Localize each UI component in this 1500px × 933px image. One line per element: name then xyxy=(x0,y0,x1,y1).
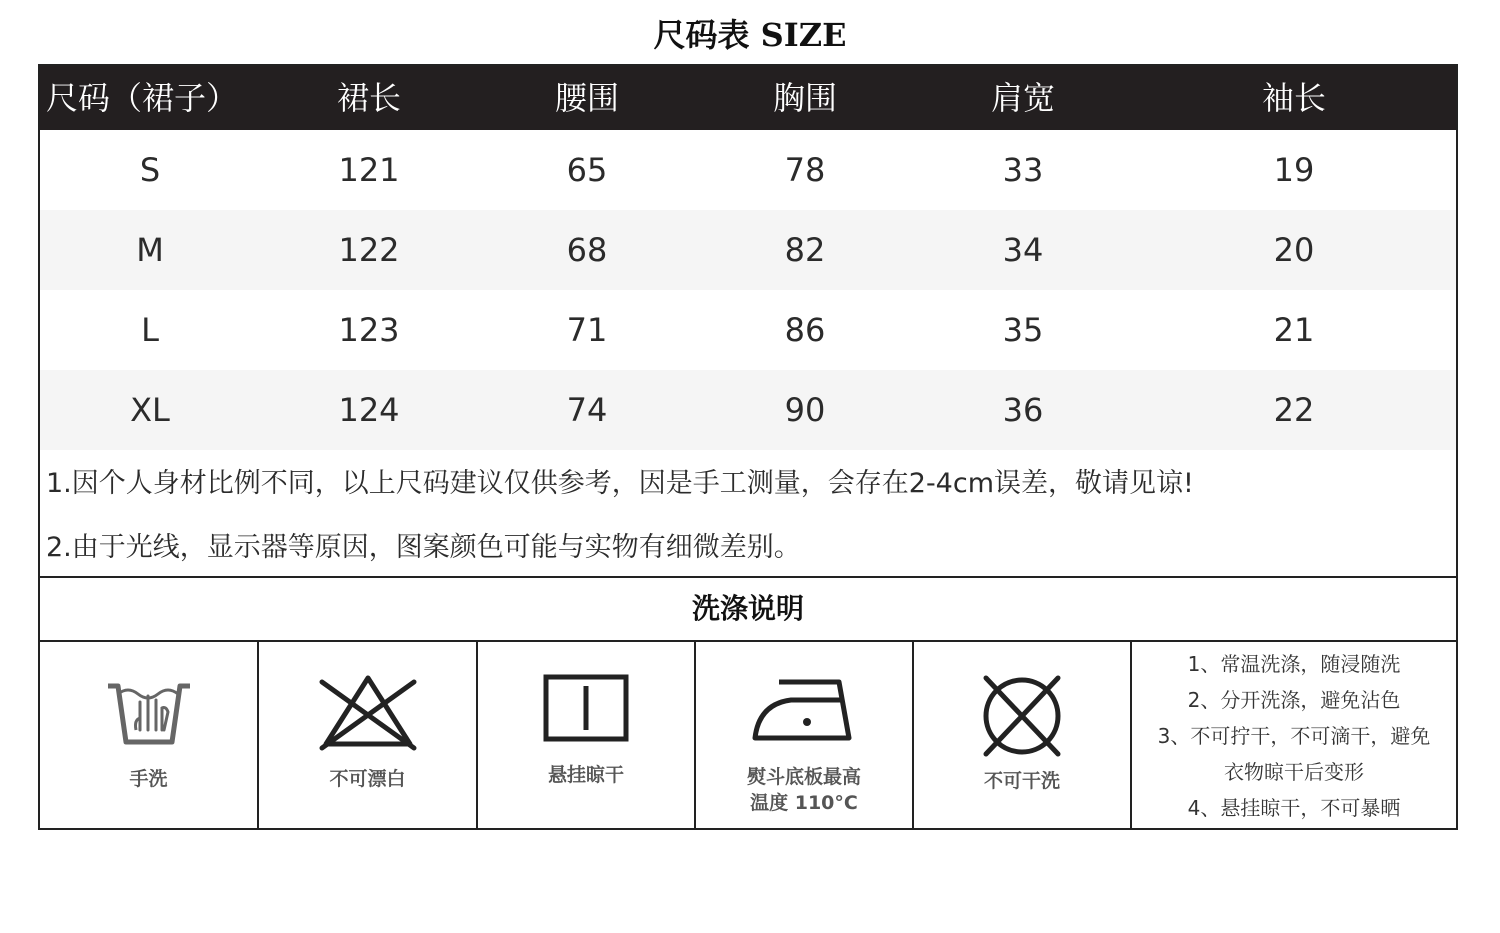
header-waist: 腰围 xyxy=(554,79,619,117)
instruction-item: 3、不可拧干，不可滴干，避免 xyxy=(1157,724,1431,748)
care-cell-hand-wash xyxy=(40,642,259,830)
table-row xyxy=(40,290,1456,370)
care-label: 手洗 xyxy=(129,768,168,790)
cell-shoulder: 35 xyxy=(1002,311,1044,349)
no-dry-clean-icon xyxy=(974,672,1070,760)
no-bleach-icon xyxy=(316,672,420,752)
care-cell-no-dry-clean xyxy=(914,642,1132,830)
instruction-item: 2、分开洗涤，避免沾色 xyxy=(1187,688,1401,712)
cell-sleeve: 20 xyxy=(1273,231,1315,269)
cell-waist: 68 xyxy=(566,231,608,269)
header-shoulder: 肩宽 xyxy=(990,79,1055,117)
cell-bust: 90 xyxy=(784,391,826,429)
header-size: 尺码（裙子） xyxy=(46,79,239,117)
care-cell-no-bleach xyxy=(259,642,478,830)
care-cell-hang-dry xyxy=(478,642,696,830)
table-row xyxy=(40,130,1456,210)
cell-bust: 78 xyxy=(784,151,826,189)
header-sleeve: 袖长 xyxy=(1261,79,1326,117)
instruction-item: 1、常温洗涤，随浸随洗 xyxy=(1187,652,1401,676)
care-instructions xyxy=(1132,642,1456,830)
cell-skirt-length: 124 xyxy=(338,391,400,429)
instruction-item: 4、悬挂晾干，不可暴晒 xyxy=(1187,796,1401,820)
cell-size: M xyxy=(136,231,164,269)
iron-icon xyxy=(749,672,859,748)
cell-bust: 82 xyxy=(784,231,826,269)
cell-sleeve: 21 xyxy=(1273,311,1315,349)
cell-size: XL xyxy=(130,391,170,429)
cell-sleeve: 22 xyxy=(1273,391,1315,429)
note-measurement: 1.因个人身材比例不同，以上尺码建议仅供参考，因是手工测量，会存在2-4cm误差，敬请见谅! xyxy=(46,468,1194,499)
care-label: 熨斗底板最高 xyxy=(746,766,861,788)
cell-waist: 74 xyxy=(566,391,608,429)
care-label: 不可漂白 xyxy=(329,768,406,790)
header-skirt-length: 裙长 xyxy=(336,79,401,117)
size-chart-frame xyxy=(38,64,1458,830)
cell-skirt-length: 121 xyxy=(338,151,400,189)
care-label: 悬挂晾干 xyxy=(547,764,624,786)
header-bust: 胸围 xyxy=(772,79,837,117)
cell-sleeve: 19 xyxy=(1273,151,1315,189)
cell-waist: 71 xyxy=(566,311,608,349)
care-cell-iron xyxy=(696,642,914,830)
cell-skirt-length: 122 xyxy=(338,231,400,269)
washing-title: 洗涤说明 xyxy=(691,592,804,625)
cell-size: L xyxy=(141,311,159,349)
hang-dry-icon xyxy=(541,672,631,744)
note-color: 2.由于光线，显示器等原因，图案颜色可能与实物有细微差别。 xyxy=(46,532,801,563)
care-label-temp: 温度 110°C xyxy=(750,792,858,814)
cell-size: S xyxy=(139,151,161,189)
cell-shoulder: 33 xyxy=(1002,151,1044,189)
cell-waist: 65 xyxy=(566,151,608,189)
table-header xyxy=(40,66,1456,130)
care-label: 不可干洗 xyxy=(983,770,1060,792)
cell-shoulder: 36 xyxy=(1002,391,1044,429)
table-row xyxy=(40,370,1456,450)
cell-shoulder: 34 xyxy=(1002,231,1044,269)
hand-wash-icon xyxy=(104,672,194,752)
page-title: 尺码表 SIZE xyxy=(653,16,847,54)
cell-bust: 86 xyxy=(784,311,826,349)
cell-skirt-length: 123 xyxy=(338,311,400,349)
instruction-item: 衣物晾干后变形 xyxy=(1224,760,1364,784)
table-row xyxy=(40,210,1456,290)
